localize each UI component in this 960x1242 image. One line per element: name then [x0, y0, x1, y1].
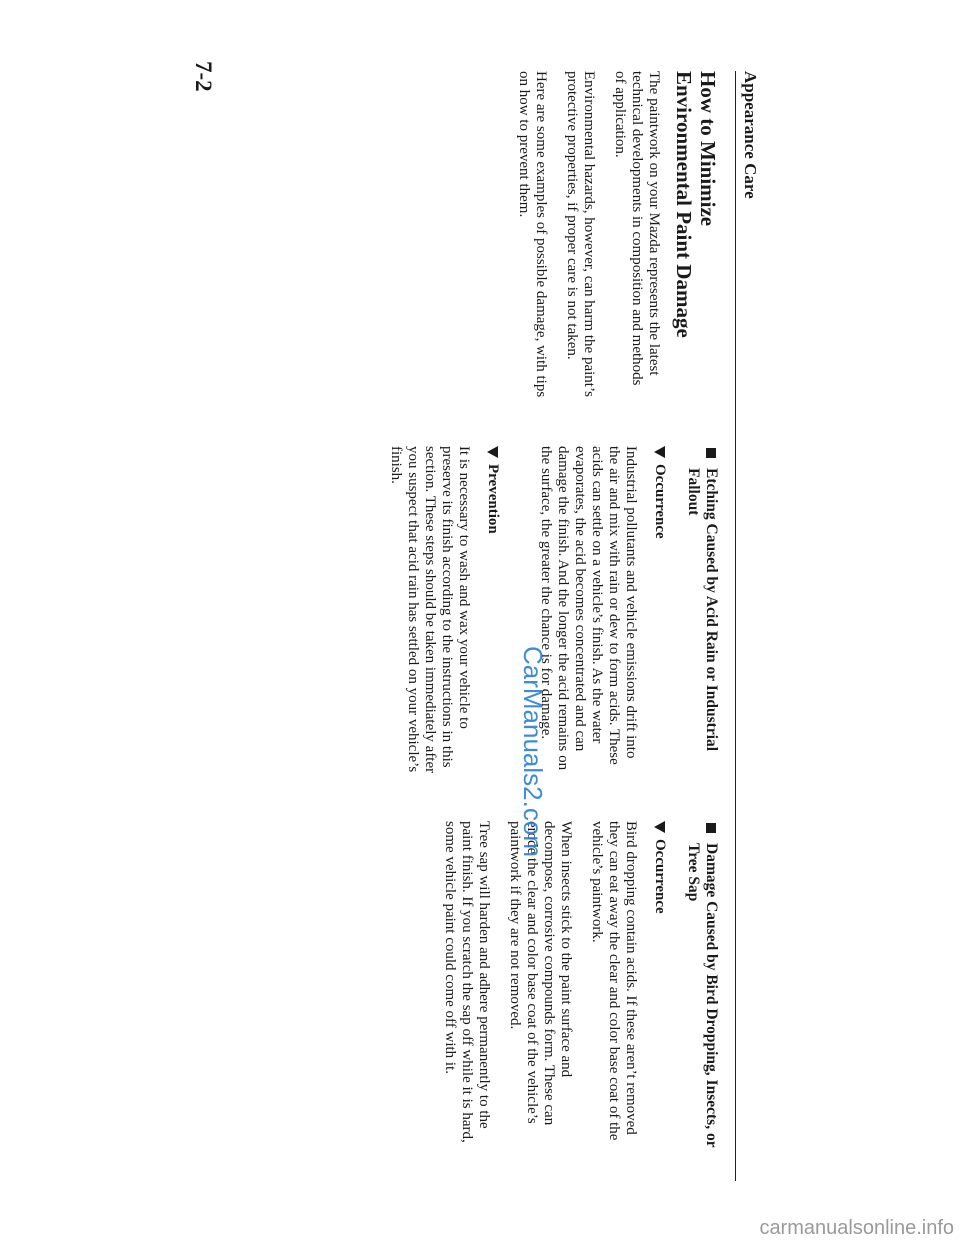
section-title-text: Etching Caused by Acid Rain or Industrial Fallout — [685, 468, 720, 752]
rotated-page — [180, 41, 780, 1201]
bird-paragraph-1: Bird dropping contain acids. If these aren’t removed they can eat away the clear and color base coat of the vehicle’s paintwork. — [589, 821, 639, 1141]
prevention-text: It is necessary to wash and wax your vehicle to preserve its finish according to the instructions in this section. These steps should be taken immediately after you suspect that acid rain has settled on your vehicle’s finish. — [388, 446, 472, 774]
intro-paragraph-3: Here are some examples of possible damage, with tips on how to prevent them. — [516, 71, 549, 398]
section-title-text: Damage Caused by Bird Dropping, Insects, or Tree Sap — [685, 843, 720, 1148]
occurrence-label: Occurrence — [652, 839, 668, 914]
column-bird-dropping — [427, 821, 720, 1151]
section-title-bird-dropping — [684, 821, 720, 1151]
intro-paragraph-1: The paintwork on your Mazda represents the latest technical developments in composition and methods of application. — [612, 71, 662, 386]
section-title-acid-rain — [684, 446, 720, 776]
bird-paragraph-2: When insects stick to the paint surface and decompose, corrosive compounds form. These can erode the clear and color base coat of the vehicle’s paintwork if they are not removed. — [507, 821, 574, 1126]
occurrence-heading — [651, 446, 668, 776]
header-title: Appearance Care — [741, 71, 760, 199]
intro-paragraph-2: Environmental hazards, however, can harm the paint’s protective properties, if proper care is not taken. — [564, 71, 597, 397]
triangle-bullet-icon — [487, 446, 498, 458]
page-number: 7-2 — [191, 61, 216, 92]
column-intro — [501, 71, 720, 401]
page-header — [735, 71, 760, 1181]
occurrence-text: Industrial pollutants and vehicle emissions drift into the air and mix with rain or dew to form acids. These acids can settle on a vehicle’s finish. As the water evaporates, the acid becomes concentrated and can damage the finish. And the longer the acid remains on the surface, the greater the chance is for damage. — [538, 446, 639, 771]
watermark: CarManuals2.com — [518, 646, 548, 857]
main-title-line1: How to Minimize — [696, 71, 720, 227]
main-title — [672, 71, 720, 401]
footer-watermark: carmanualsonline.info — [759, 1217, 954, 1239]
prevention-heading — [484, 446, 501, 776]
square-bullet-icon — [706, 448, 716, 458]
square-bullet-icon — [706, 823, 716, 833]
main-title-line2: Environmental Paint Damage — [672, 71, 696, 338]
bird-paragraph-3: Tree sap will harden and adhere permanently to the paint finish. If you scratch the sap off while it is hard, some vehicle paint could come off with it. — [442, 821, 492, 1143]
occurrence-label: Occurrence — [652, 464, 668, 539]
triangle-bullet-icon — [654, 446, 665, 458]
triangle-bullet-icon — [654, 821, 665, 833]
prevention-label: Prevention — [485, 464, 501, 534]
occurrence-heading — [651, 821, 668, 1151]
